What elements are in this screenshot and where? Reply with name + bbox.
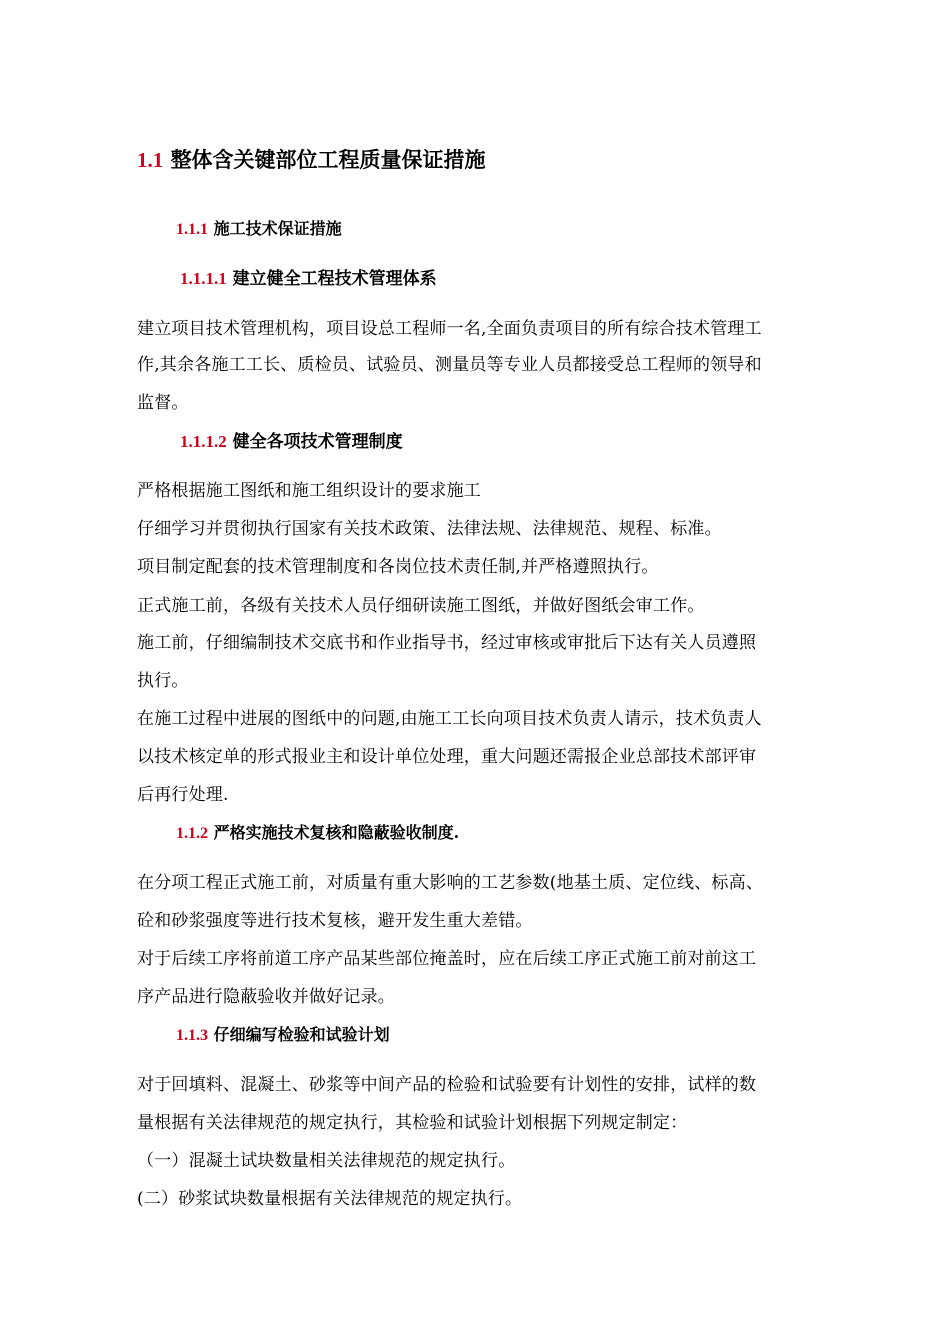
heading-1-1 — [137, 144, 486, 174]
paragraph-line: 建立项目技术管理机构，项目设总工程师一名,全面负责项目的所有综合技术管理工 — [137, 319, 762, 339]
heading-title: 建立健全工程技术管理体系 — [232, 269, 437, 289]
paragraph-line: 作,其余各施工工长、质检员、试验员、测量员等专业人员都接受总工程师的领导和 — [137, 355, 762, 375]
paragraph-line: 以技术核定单的形式报业主和设计单位处理，重大问题还需报企业总部技术部评审 — [137, 747, 757, 767]
heading-1-1-1 — [176, 216, 342, 239]
heading-number: 1.1 — [137, 148, 164, 172]
paragraph-line: 项目制定配套的技术管理制度和各岗位技术责任制,并严格遵照执行。 — [137, 557, 659, 577]
paragraph-line: 量根据有关法律规范的规定执行，其检验和试验计划根据下列规定制定： — [137, 1113, 688, 1133]
heading-number: 1.1.1.2 — [180, 432, 227, 451]
heading-1-1-1-2 — [180, 427, 403, 452]
paragraph-line: 后再行处理. — [137, 785, 229, 805]
paragraph-line: 仔细学习并贯彻执行国家有关技术政策、法律法规、法律规范、规程、标准。 — [137, 519, 722, 539]
paragraph-line: 在分项工程正式施工前，对质量有重大影响的工艺参数(地基土质、定位线、标高、 — [137, 873, 764, 893]
paragraph-line: 监督。 — [137, 393, 189, 413]
paragraph-line: 执行。 — [137, 671, 189, 691]
paragraph-line: 在施工过程中进展的图纸中的问题,由施工工长向项目技术负责人请示，技术负责人 — [137, 709, 762, 729]
heading-1-1-2 — [176, 820, 459, 843]
heading-title: 仔细编写检验和试验计划 — [213, 1025, 390, 1044]
heading-number: 1.1.3 — [176, 1027, 208, 1044]
heading-number: 1.1.2 — [176, 825, 208, 842]
heading-title: 严格实施技术复核和隐蔽验收制度. — [213, 823, 460, 842]
heading-title: 健全各项技术管理制度 — [232, 432, 403, 452]
paragraph-line: 正式施工前，各级有关技术人员仔细研读施工图纸，并做好图纸会审工作。 — [137, 596, 705, 616]
paragraph-line: (二）砂浆试块数量根据有关法律规范的规定执行。 — [137, 1189, 523, 1209]
heading-1-1-1-1 — [180, 264, 437, 289]
heading-number: 1.1.1.1 — [180, 269, 227, 288]
heading-number: 1.1.1 — [176, 221, 208, 238]
paragraph-line: 严格根据施工图纸和施工组织设计的要求施工 — [137, 481, 481, 501]
paragraph-line: 序产品进行隐蔽验收并做好记录。 — [137, 987, 395, 1007]
heading-title: 整体含关键部位工程质量保证措施 — [170, 147, 486, 172]
paragraph-line: 对于回填料、混凝土、砂浆等中间产品的检验和试验要有计划性的安排，试样的数 — [137, 1075, 757, 1095]
paragraph-line: 施工前，仔细编制技术交底书和作业指导书，经过审核或审批后下达有关人员遵照 — [137, 633, 757, 653]
paragraph-line: 对于后续工序将前道工序产品某些部位掩盖时，应在后续工序正式施工前对前这工 — [137, 949, 757, 969]
paragraph-line: 砼和砂浆强度等进行技术复核，避开发生重大差错。 — [137, 911, 533, 931]
paragraph-line: （一）混凝土试块数量相关法律规范的规定执行。 — [137, 1151, 516, 1171]
heading-title: 施工技术保证措施 — [213, 219, 342, 238]
heading-1-1-3 — [176, 1022, 390, 1045]
